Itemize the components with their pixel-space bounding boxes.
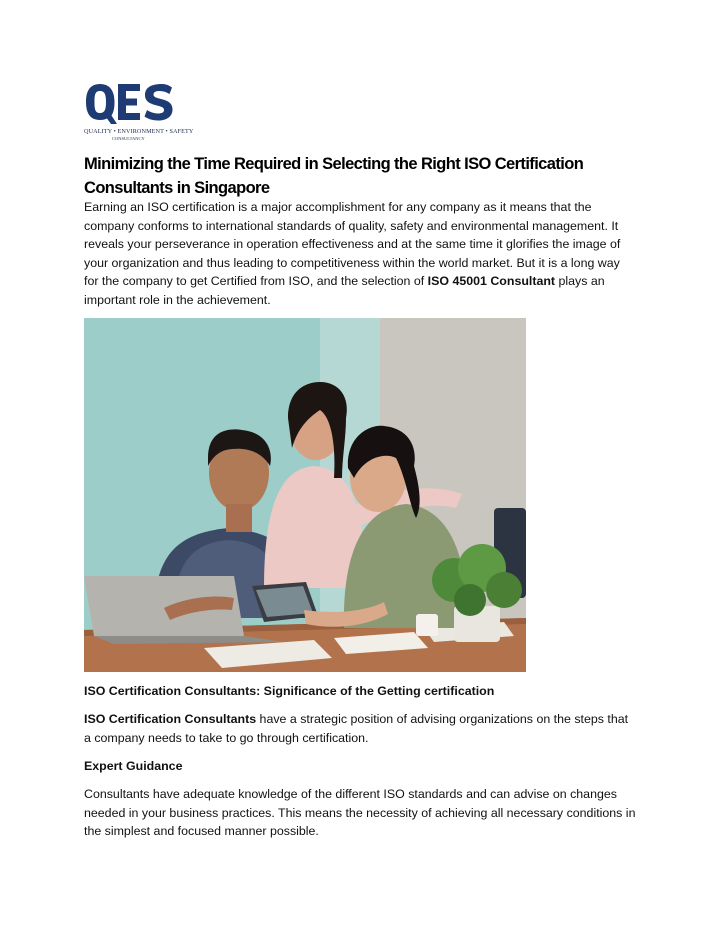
consultants-bold-term: ISO Certification Consultants	[84, 712, 257, 726]
intro-tail: plays an important role in the achievement.	[84, 274, 605, 307]
consultants-paragraph	[84, 710, 632, 747]
logo-subtagline: CONSULTANCY	[112, 136, 145, 141]
intro-paragraph	[84, 198, 632, 310]
intro-text: Earning an ISO certification is a major accomplishment for any company as it means that the company conforms to international standards of quality, safety and environmental management. It reveals your perseverance in operation effectiveness and at the same time it glorifies the image of your organization and thus leading to competitiveness within the world market. But it is a long way for the company to get Certified from ISO, and the selection of	[84, 200, 621, 289]
article-title: Minimizing the Time Required in Selecting the Right ISO Certification Consultants in Singapore	[84, 155, 584, 197]
article-photo	[84, 318, 526, 672]
photo-illustration	[84, 318, 526, 672]
logo-tagline: QUALITY • ENVIRONMENT • SAFETY	[84, 128, 194, 135]
intro-bold-term: ISO 45001 Consultant	[427, 274, 556, 289]
expert-guidance-heading: Expert Guidance	[84, 759, 183, 773]
qes-logo-mark	[84, 80, 180, 128]
section-heading: ISO Certification Consultants: Significance of the Getting certification	[84, 684, 495, 698]
expert-guidance-paragraph: Consultants have adequate knowledge of the different ISO standards and can advise on changes needed in your business practices. This means the necessity of achieving all necessary conditions in the simplest and focused manner possible.	[84, 787, 636, 839]
consultants-text: have a strategic position of advising organizations on the steps that a company needs to take to go through certification.	[84, 712, 629, 745]
